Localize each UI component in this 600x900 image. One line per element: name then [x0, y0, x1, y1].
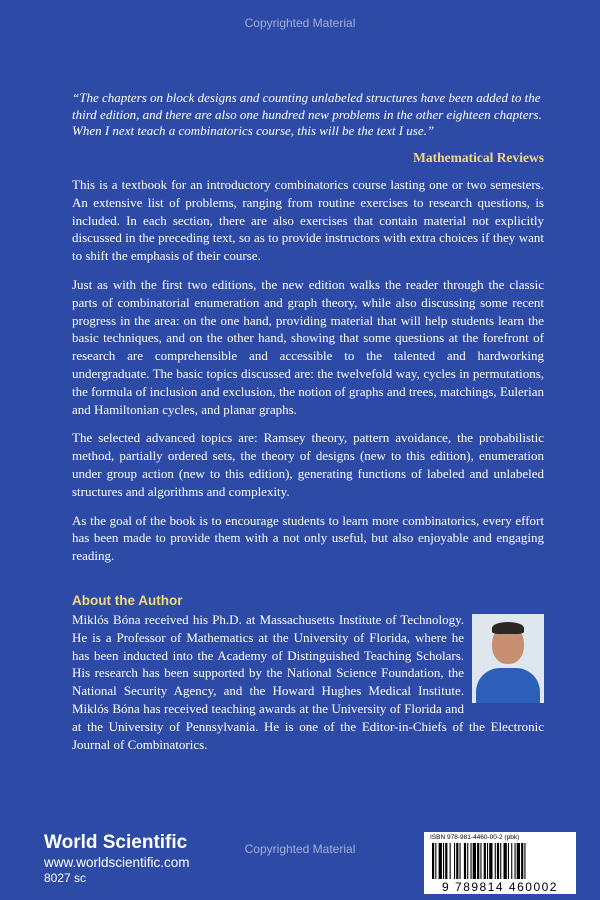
barcode-bar: [456, 843, 458, 879]
barcode-bar: [435, 843, 436, 879]
about-author-text: Miklós Bóna received his Ph.D. at Massachusetts Institute of Technology. He is a Professor of Mathematics at the University of Florida, where he has been inducted into the Academy of Distinguished Teaching Scholars. His research has been supported by the National Science Foundation, the National Security Agency, and the Howard Hughes Medical Institute. Miklós Bóna has received teaching awards at the University of Florida and at the University of Pennsylvania. He is one of the Editor-in-Chiefs of the Electronic Journal of Combinatorics.: [72, 612, 544, 752]
quote-source: Mathematical Reviews: [413, 150, 544, 165]
book-description: [72, 176, 544, 576]
barcode-bar: [495, 843, 496, 879]
barcode-bar: [484, 843, 486, 879]
barcode-bar: [524, 843, 525, 879]
barcode-bar: [445, 843, 447, 879]
about-author-heading: About the Author: [72, 593, 183, 608]
about-author-section: [72, 611, 544, 753]
barcode-bar: [521, 843, 523, 879]
watermark-top: Copyrighted Material: [244, 16, 356, 30]
barcode-panel: [424, 832, 576, 894]
barcode-bar: [517, 843, 520, 879]
barcode-bar: [504, 843, 507, 879]
watermark-bottom: Copyrighted Material: [244, 842, 356, 856]
publisher-code: 8027 sc: [44, 871, 87, 885]
barcode-bar: [473, 843, 476, 879]
barcode-bar: [432, 843, 434, 879]
barcode-digits: 9 789814 460002: [442, 880, 558, 894]
barcode-bar: [515, 843, 516, 879]
barcode-bar: [489, 843, 492, 879]
barcode-bar: [467, 843, 468, 879]
author-photo-hair: [492, 622, 524, 634]
barcode-bar: [460, 843, 461, 879]
publisher-name: World Scientific: [44, 832, 188, 853]
barcode-bar: [511, 843, 512, 879]
author-photo: [472, 614, 544, 703]
description-paragraph: This is a textbook for an introductory combinatorics course lasting one or two semesters. An extensive list of problems, ranging from routine exercises to research questions, is included. In each section, there are also exercises that contain material not explicitly discussed in the preceding text, so as to provide instructors with extra choices if they want to shift the emphasis of their course.: [72, 177, 544, 264]
barcode-bar: [464, 843, 466, 879]
barcode-bar: [508, 843, 509, 879]
author-photo-shirt: [476, 668, 540, 703]
barcode-bar: [497, 843, 499, 879]
barcode-bar: [480, 843, 481, 879]
barcode-bar: [500, 843, 501, 879]
description-paragraph: As the goal of the book is to encourage students to learn more combinatorics, every effort has been made to provide them with a not only useful, but also enjoyable and engaging reading.: [72, 512, 544, 564]
barcode-bar: [443, 843, 444, 879]
isbn-label: ISBN 978-981-4460-00-2 (pbk): [430, 834, 520, 841]
description-paragraph: The selected advanced topics are: Ramsey theory, pattern avoidance, the probabilistic method, partially ordered sets, the theory of designs (new to this edition), enumeration under group action (new to this edition), generating functions of labeled and unlabeled structures and algorithms and complexity.: [72, 430, 544, 499]
barcode-bar: [450, 843, 451, 879]
barcode-bar: [477, 843, 479, 879]
publisher-block: [44, 832, 190, 886]
barcode-bar: [487, 843, 488, 879]
barcode-bar: [471, 843, 472, 879]
barcode-bar: [454, 843, 455, 879]
barcode-bar: [439, 843, 442, 879]
review-quote: “The chapters on block designs and counting unlabeled structures have been added to the third edition, and there are also one hundred new problems in the other eighteen chapters. When I next teach a combinatorics course, this will be the text I use.”: [72, 90, 542, 138]
barcode-bars-icon: [432, 843, 568, 879]
description-paragraph: Just as with the first two editions, the new edition walks the reader through the classic parts of combinatorial enumeration and graph theory, while also discussing some recent progress in the area: on the one hand, providing material that will help students learn the basic techniques, and on the other hand, showing that some questions at the forefront of research are comprehensible and accessible to the talented and hardworking undergraduate. The basic topics discussed are: the twelvefold way, cycles in permutations, the formula of inclusion and exclusion, the notion of graphs and trees, matchings, Eulerian and Hamiltonian cycles, and planar graphs.: [72, 276, 544, 417]
publisher-url: www.worldscientific.com: [44, 855, 190, 870]
